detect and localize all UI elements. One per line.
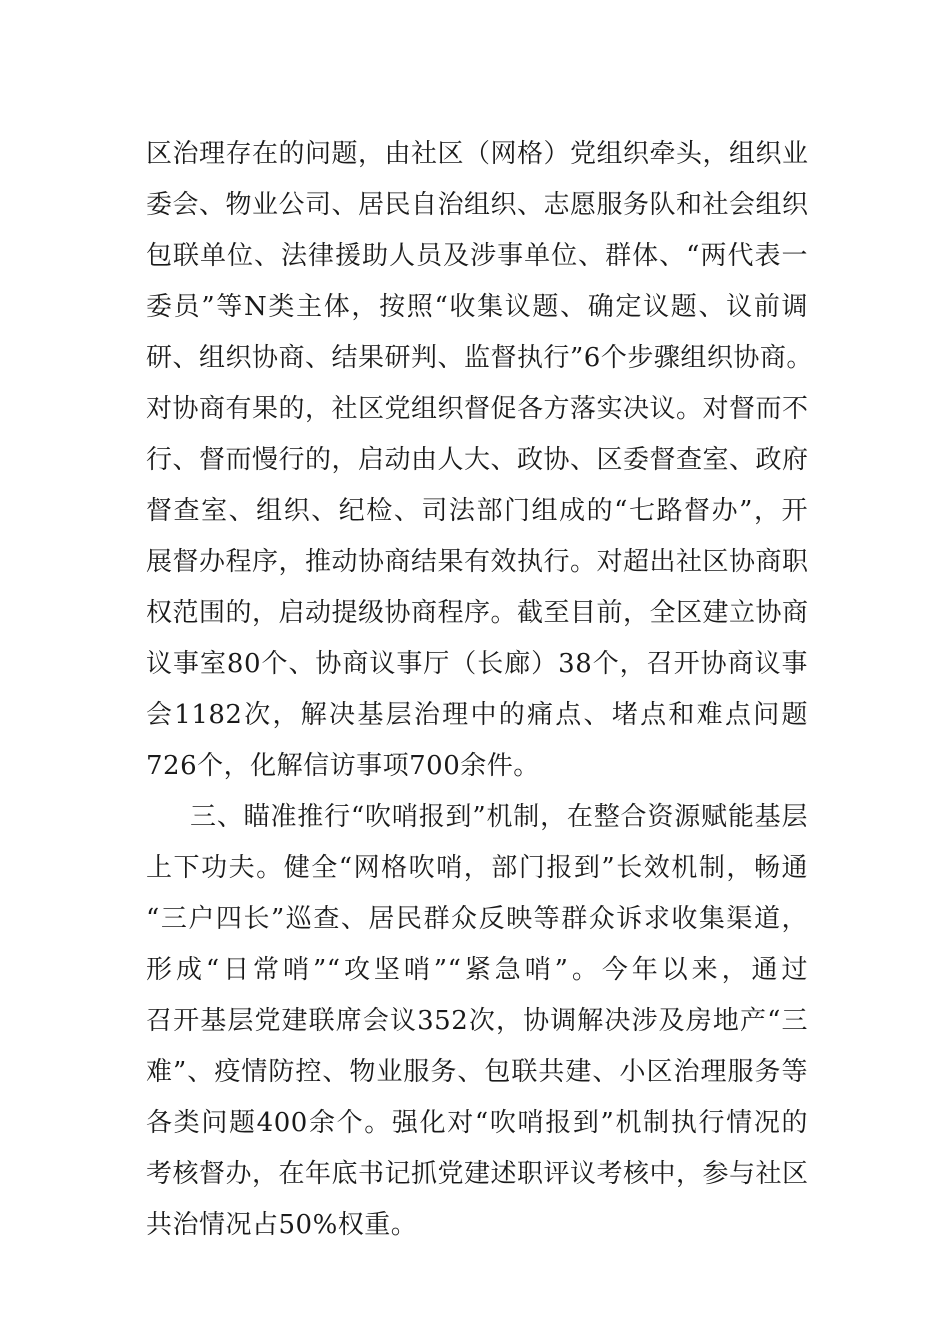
text-line: “三户四长”巡查、居民群众反映等群众诉求收集渠道， <box>146 904 808 934</box>
text-line: 各类问题400余个。强化对“吹哨报到”机制执行情况的 <box>146 1108 808 1138</box>
text-line: 726个，化解信访事项700余件。 <box>146 751 540 781</box>
text-line: 召开基层党建联席会议352次，协调解决涉及房地产“三 <box>146 1006 808 1036</box>
text-line: 行、督而慢行的，启动由人大、政协、区委督查室、政府 <box>146 445 809 475</box>
text-line: 形成“日常哨”“攻坚哨”“紧急哨”。今年以来，通过 <box>146 955 808 985</box>
text-line: 共治情况占50%权重。 <box>146 1210 418 1240</box>
text-line: 区治理存在的问题，由社区（网格）党组织牵头，组织业 <box>146 139 809 169</box>
text-line: 对协商有果的，社区党组织督促各方落实决议。对督而不 <box>146 394 809 424</box>
text-line: 考核督办，在年底书记抓党建述职评议考核中，参与社区 <box>146 1159 809 1189</box>
text-line: 议事室80个、协商议事厅（长廊）38个，召开协商议事 <box>146 649 808 679</box>
text-line: 委员”等N类主体，按照“收集议题、确定议题、议前调 <box>146 292 808 322</box>
text-line: 上下功夫。健全“网格吹哨，部门报到”长效机制，畅通 <box>146 853 808 883</box>
text-line: 研、组织协商、结果研判、监督执行”6个步骤组织协商。 <box>146 343 813 373</box>
text-line: 督查室、组织、纪检、司法部门组成的“七路督办”，开 <box>146 496 808 526</box>
text-line: 包联单位、法律援助人员及涉事单位、群体、“两代表一 <box>146 241 808 271</box>
text-line: 难”、疫情防控、物业服务、包联共建、小区治理服务等 <box>146 1057 808 1087</box>
text-line: 权范围的，启动提级协商程序。截至目前，全区建立协商 <box>146 598 809 628</box>
text-line: 会1182次，解决基层治理中的痛点、堵点和难点问题 <box>146 700 808 730</box>
text-line: 展督办程序，推动协商结果有效执行。对超出社区协商职 <box>146 547 809 577</box>
section-heading-line: 三、瞄准推行“吹哨报到”机制，在整合资源赋能基层 <box>190 802 808 832</box>
text-line: 委会、物业公司、居民自治组织、志愿服务队和社会组织 <box>146 190 809 220</box>
